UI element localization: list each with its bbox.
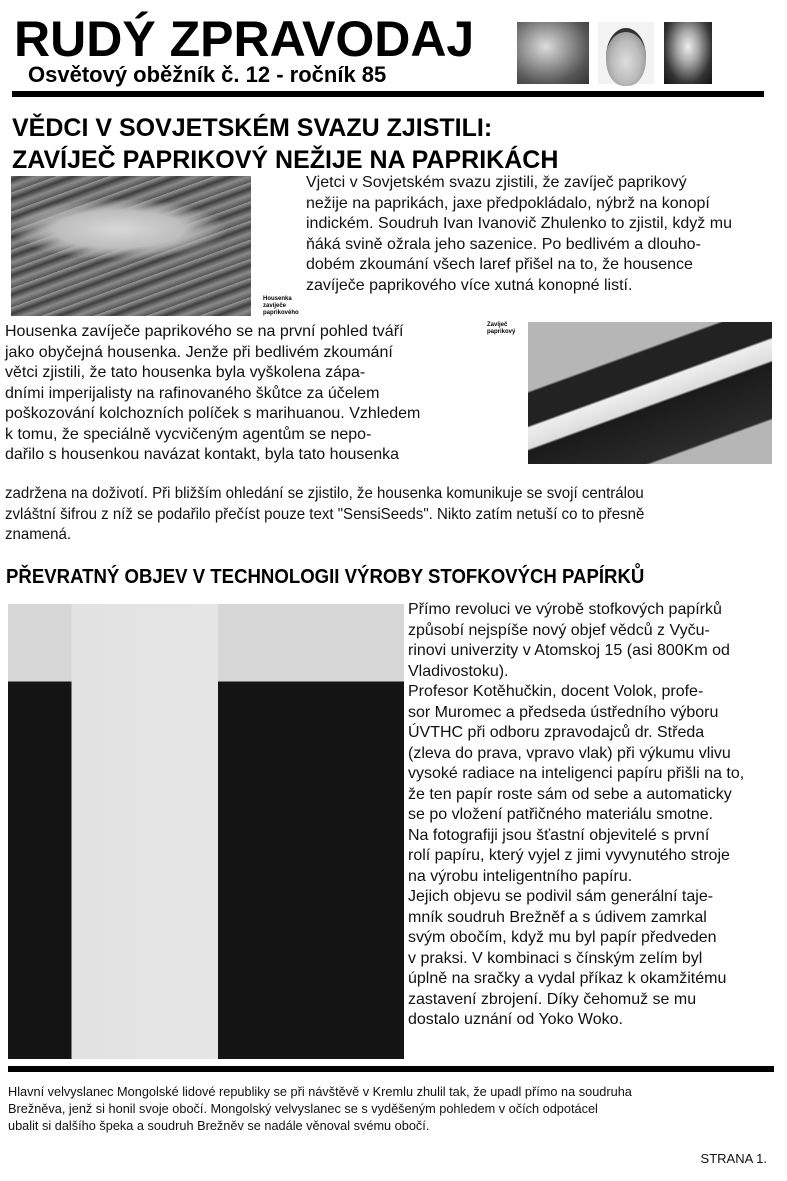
text-line: zavíječe paprikového více xutná konopné listí. — [306, 276, 633, 294]
text-line: dostalo uznání od Yoko Woko. — [408, 1011, 623, 1028]
text-line: poškozování kolchozních políček s marihuanou. Vzhledem — [5, 405, 421, 422]
text-line: vysoké radiace na inteligenci papíru přišli na to, — [408, 765, 745, 782]
blurred-animal-avatar — [517, 22, 589, 84]
text-line: na výrobu inteligentního papíru. — [408, 867, 633, 885]
text-line: sor Muromec a předseda ústředního výboru — [408, 703, 719, 721]
text-line: svým obočím, když mu byl papír předveden — [408, 929, 717, 946]
text-line: nežije na paprikách, jaxe předpokládalo, nýbrž na konopí — [306, 194, 710, 212]
scientists-with-paper-roll-photo — [8, 604, 404, 1059]
text-line: že ten papír roste sám od sebe a automaticky — [408, 785, 732, 803]
text-line: Hlavní velvyslanec Mongolské lidové republiky se při návštěvě v Kremlu zhulil tak, že upadl přímo na soudruha — [8, 1084, 632, 1099]
text-line: Jejich objevu se podivil sám generální taje- — [408, 888, 714, 905]
masthead-title: RUDÝ ZPRAVODAJ — [14, 11, 475, 67]
text-line: (zleva do prava, vpravo vlak) při výkumu vlivu — [408, 744, 731, 762]
footer-note — [8, 1083, 768, 1134]
text-line: jako obyčejná housenka. Jenže při bedlivém zkoumání — [5, 343, 393, 361]
text-line: v praksi. V kombinaci s čínským zelím byl — [408, 949, 703, 967]
text-line: Vladivostoku). — [408, 662, 509, 680]
moth-photo-caption: Zavíječ paprikový — [487, 322, 516, 335]
text-line: se po vložení patřičného materiálu smotne. — [408, 806, 714, 823]
page-number: STRANA 1. — [700, 1151, 767, 1166]
text-line: rolí papíru, který vyjel z jimi vyvynutého stroje — [408, 847, 730, 864]
article1-paragraph-2 — [5, 322, 475, 466]
text-line: úplně na sračky a vydal příkaz k okamžitému — [408, 970, 727, 987]
text-line: Přímo revoluci ve výrobě stofkových papírků — [408, 601, 722, 618]
text-line: ubalit si dalšího špeka a soudruh Brežněv se nadále věnoval svému obočí. — [8, 1118, 430, 1133]
text-line: Vjetci v Sovjetském svazu zjistili, že zavíječ paprikový — [306, 174, 687, 191]
article1-headline — [12, 112, 558, 176]
article2-headline: PŘEVRATNÝ OBJEV V TECHNOLOGII VÝROBY STOFKOVÝCH PAPÍRKŮ — [6, 566, 645, 588]
bald-man-avatar — [664, 22, 712, 84]
text-line: znamená. — [5, 526, 72, 543]
text-line: dobém zkoumání všech laref přišel na to, že housence — [306, 256, 693, 273]
cartoon-face-avatar — [598, 22, 654, 84]
bottom-divider — [8, 1066, 774, 1072]
text-line: k tomu, že speciálně vycvičeným agentům se nepo- — [5, 425, 372, 443]
article2-body — [408, 600, 787, 1031]
text-line: dními imperijalisty na rafinovaného škůtce za účelem — [5, 384, 380, 402]
masthead-subtitle: Osvětový oběžník č. 12 - ročník 85 — [28, 62, 387, 87]
caterpillar-photo-caption: Housenka zavíječe paprikového — [263, 296, 299, 316]
text-line: zadržena na doživotí. Při bližším ohledání se zjistilo, že housenka komunikuje se svojí centrálou — [5, 485, 644, 502]
text-line: Brežněva, jenž si honil svoje obočí. Mongolský velvyslanec se s vyděšeným pohledem v očích odpotácel — [8, 1101, 598, 1116]
text-line: indickém. Soudruh Ivan Ivanovič Zhulenko to zjistil, když mu — [306, 215, 732, 232]
headline-line-2: ZAVÍJEČ PAPRIKOVÝ NEŽIJE NA PAPRIKÁCH — [12, 146, 559, 174]
text-line: způsobí nejspíše nový objef vědců z Vyču- — [408, 621, 710, 639]
text-line: rinovi univerzity v Atomskoj 15 (asi 800Km od — [408, 642, 730, 659]
text-line: Na fotografiji jsou šťastní objevitelé s první — [408, 826, 710, 844]
headline-line-1: VĚDCI V SOVJETSKÉM SVAZU ZJISTILI: — [12, 114, 493, 142]
text-line: zastavení zbrojení. Díky čehomuž se mu — [408, 990, 697, 1008]
article1-paragraph-1 — [306, 173, 786, 296]
text-line: Profesor Kotěhučkin, docent Volok, profe- — [408, 683, 704, 700]
top-divider — [12, 91, 764, 97]
text-line: zvláštní šifrou z níž se podařilo přečíst pouze text "SensiSeeds". Nikto zatím netuší co to přesně — [5, 505, 645, 523]
text-line: mník soudruh Brežněf a s údivem zamrkal — [408, 908, 707, 926]
text-line: větci zjistili, že tato housenka byla vyškolena zápa- — [5, 364, 366, 381]
moth-photo — [528, 322, 772, 464]
caterpillar-photo — [11, 176, 251, 316]
text-line: dařilo s housenkou navázat kontakt, byla tato housenka — [5, 446, 400, 463]
text-line: Housenka zavíječe paprikového se na první pohled tváří — [5, 323, 404, 340]
face-graphic — [606, 28, 646, 86]
text-line: ÚVTHC při odboru zpravodajců dr. Středa — [408, 724, 705, 741]
article1-paragraph-2-continued — [5, 484, 738, 546]
text-line: ňáká svině ožrala jeho sazenice. Po bedlivém a dlouho- — [306, 235, 701, 253]
